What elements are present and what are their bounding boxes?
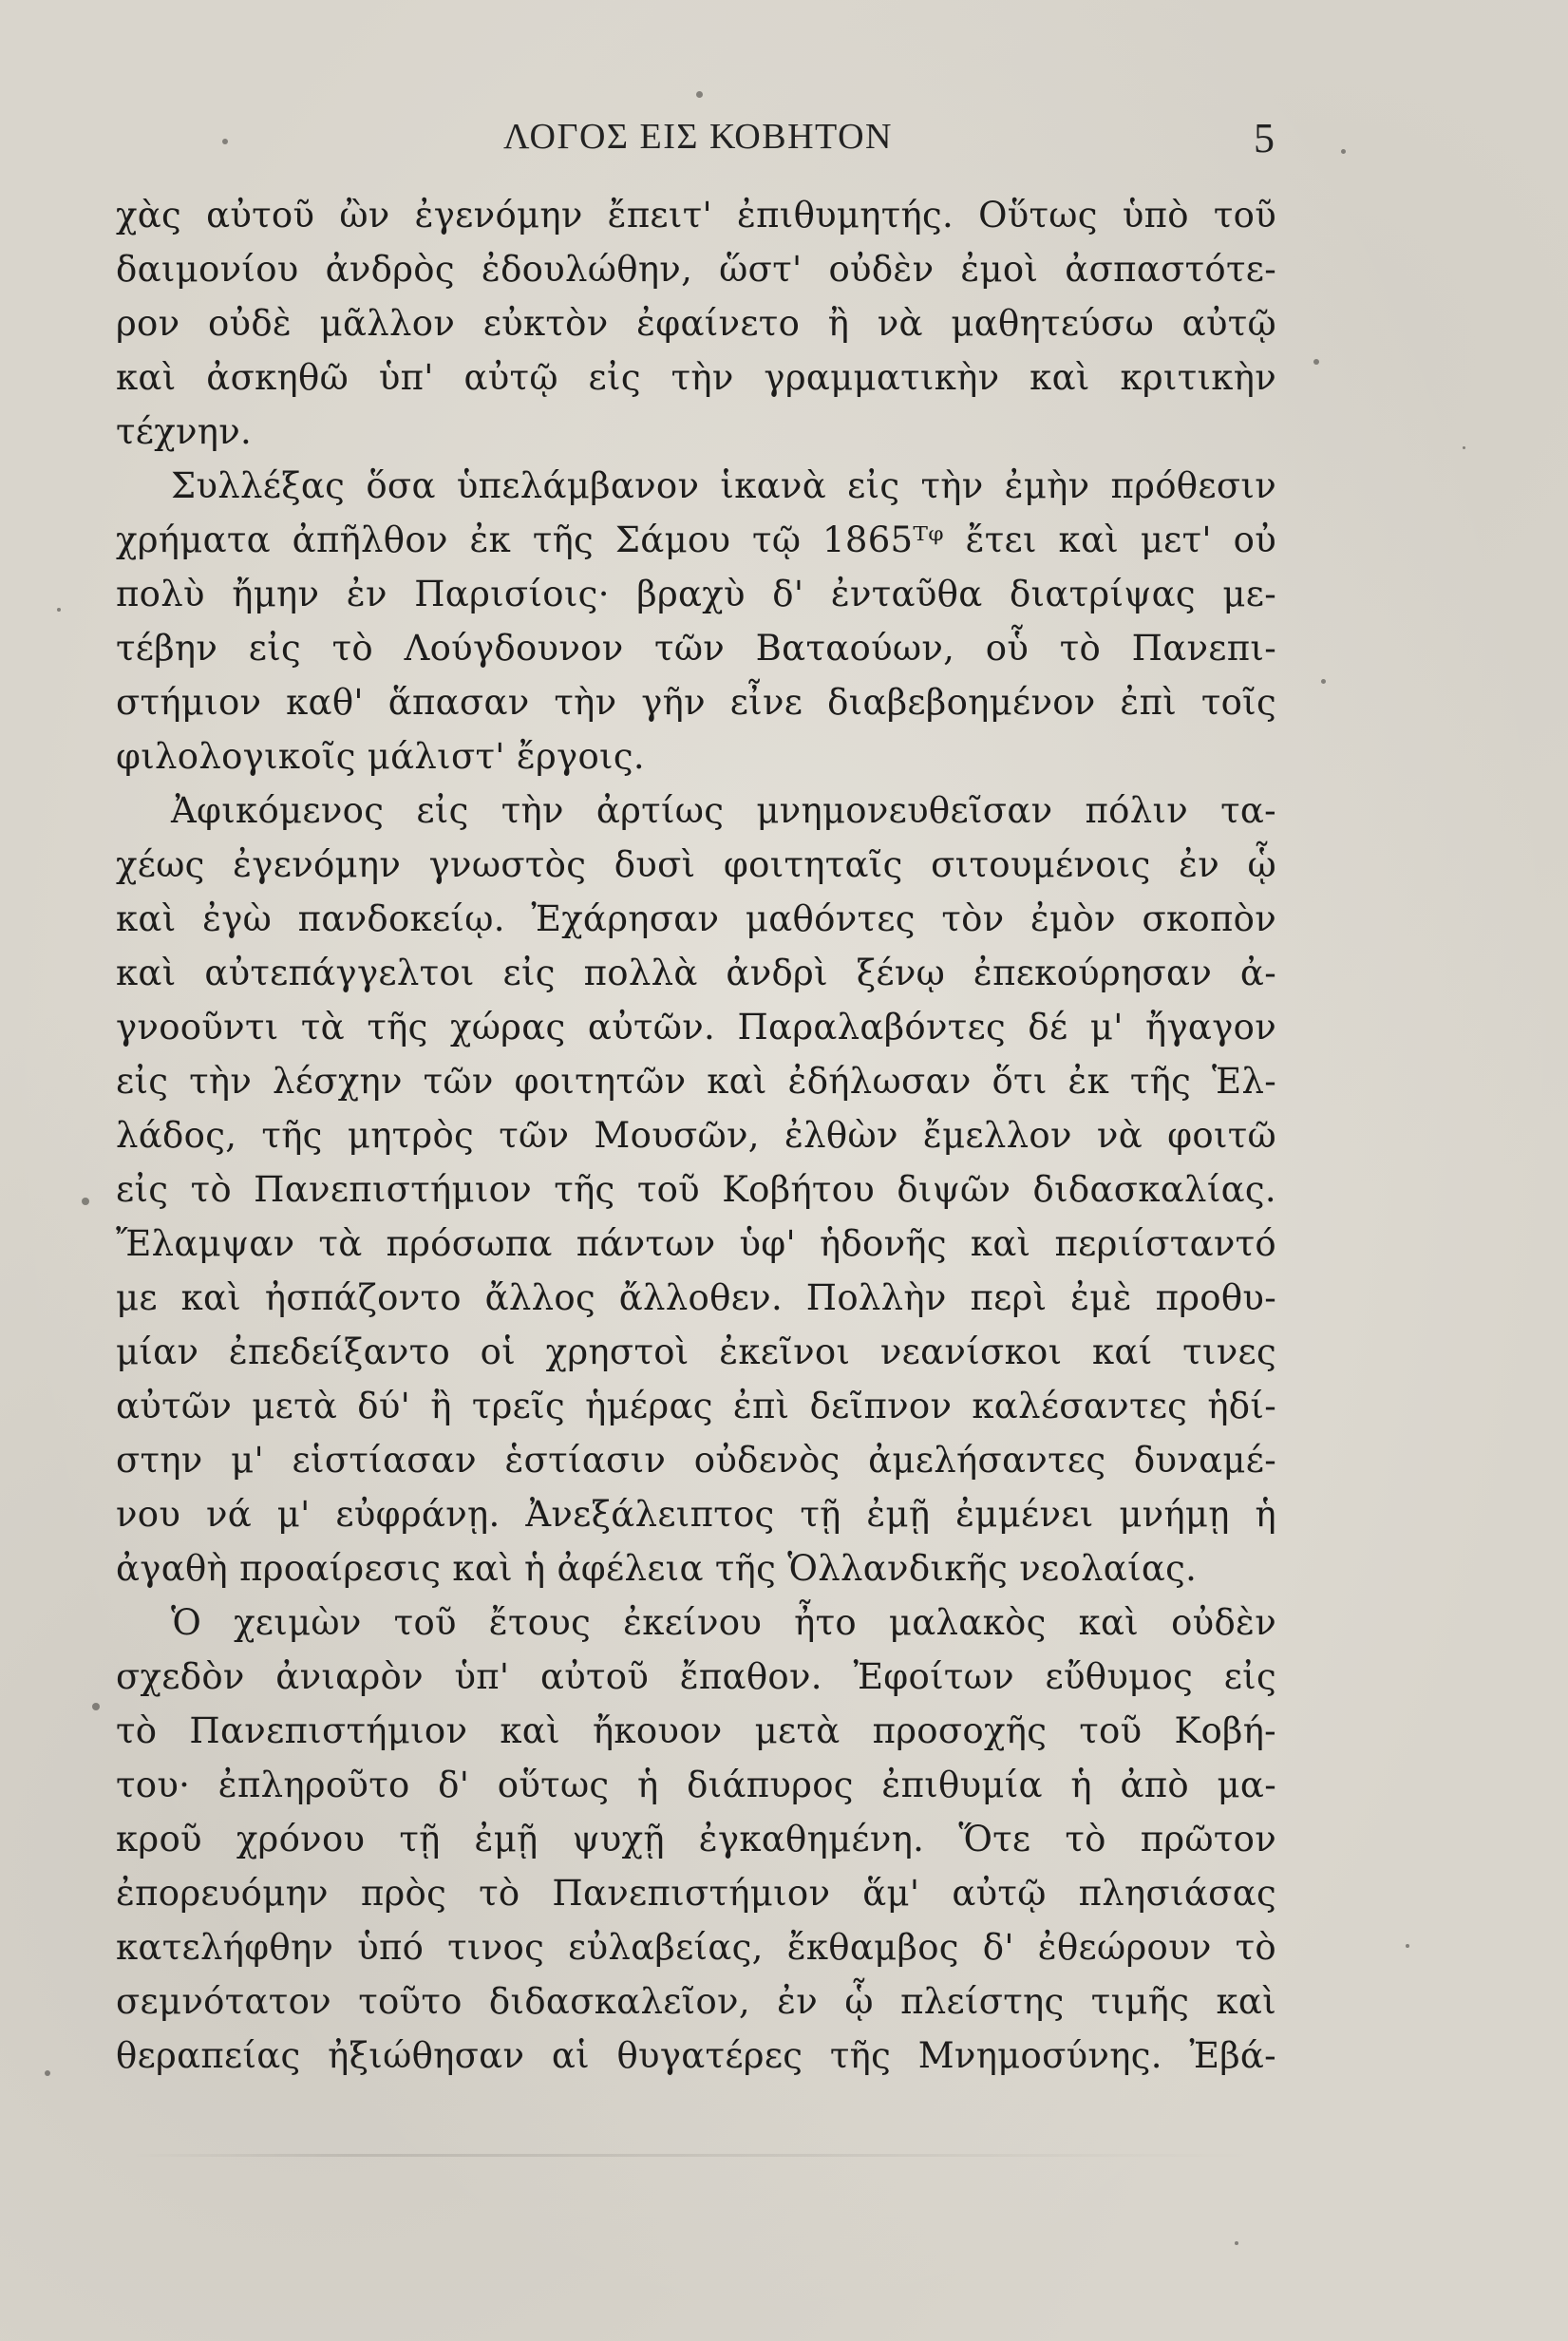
running-head xyxy=(114,116,1282,163)
text-line: στην μ' εἱστίασαν ἑστίασιν οὐδενὸς ἀμελήσαντες δυναμέ- xyxy=(116,1440,1276,1481)
text-line: κατελήφθην ὑπό τινος εὐλαβείας, ἔκθαμβος δ' ἐθεώρουν τὸ xyxy=(116,1927,1276,1968)
text-line: κροῦ χρόνου τῇ ἐμῇ ψυχῇ ἐγκαθημένη. Ὅτε τὸ πρῶτον xyxy=(116,1819,1276,1860)
paper-speck xyxy=(1235,2241,1238,2245)
body-text xyxy=(116,188,1276,2083)
text-line: καὶ αὐτεπάγγελτοι εἰς πολλὰ ἀνδρὶ ξένῳ ἐπεκούρησαν ἀ- xyxy=(116,953,1276,993)
text-line: εἰς τὴν λέσχην τῶν φοιτητῶν καὶ ἐδήλωσαν ὅτι ἐκ τῆς Ἑλ- xyxy=(116,1061,1276,1102)
text-line: ρον οὐδὲ μᾶλλον εὐκτὸν ἐφαίνετο ἢ νὰ μαθητεύσω αὐτῷ xyxy=(116,303,1276,344)
text-line: χρήματα ἀπῆλθον ἐκ τῆς Σάμου τῷ 1865ᵀᵠ ἔτει καὶ μετ' οὐ xyxy=(116,519,1276,560)
text-line: λάδος, τῆς μητρὸς τῶν Μουσῶν, ἐλθὼν ἔμελλον νὰ φοιτῶ xyxy=(116,1115,1276,1156)
text-line: γνοοῦντι τὰ τῆς χώρας αὐτῶν. Παραλαβόντες δέ μ' ἤγαγον xyxy=(116,1007,1276,1048)
text-line: μίαν ἐπεδείξαντο οἱ χρηστοὶ ἐκεῖνοι νεανίσκοι καί τινες xyxy=(116,1331,1276,1372)
text-line: χὰς αὐτοῦ ὢν ἐγενόμην ἔπειτ' ἐπιθυμητής. Οὕτως ὑπὸ τοῦ xyxy=(116,195,1276,236)
running-title: ΛΟΓΟΣ ΕΙΣ ΚΟΒΗΤΟΝ xyxy=(503,117,893,157)
text-line: δαιμονίου ἀνδρὸς ἐδουλώθην, ὥστ' οὐδὲν ἐμοὶ ἀσπαστότε- xyxy=(116,249,1276,290)
paper-speck xyxy=(1321,679,1326,684)
text-line: σχεδὸν ἀνιαρὸν ὑπ' αὐτοῦ ἔπαθον. Ἐφοίτων εὔθυμος εἰς xyxy=(116,1656,1276,1697)
paper-speck xyxy=(57,608,61,612)
paper-speck xyxy=(1341,149,1346,154)
text-line: τέχνην. xyxy=(116,411,253,452)
text-line: στήμιον καθ' ἅπασαν τὴν γῆν εἶνε διαβεβοημένον ἐπὶ τοῖς xyxy=(116,682,1276,723)
paper-speck xyxy=(1463,446,1465,449)
text-line: ἐπορευόμην πρὸς τὸ Πανεπιστήμιον ἅμ' αὐτῷ πλησιάσας xyxy=(116,1873,1276,1914)
paper-speck xyxy=(82,1198,89,1205)
text-line: Ὁ χειμὼν τοῦ ἔτους ἐκείνου ἦτο μαλακὸς καὶ οὐδὲν xyxy=(171,1602,1276,1643)
text-line: με καὶ ἠσπάζοντο ἄλλος ἄλλοθεν. Πολλὴν περὶ ἐμὲ προθυ- xyxy=(116,1277,1276,1318)
text-line: τὸ Πανεπιστήμιον καὶ ἤκουον μετὰ προσοχῆς τοῦ Κοβή- xyxy=(116,1710,1276,1751)
paper-speck xyxy=(696,91,703,98)
text-line: του· ἐπληροῦτο δ' οὕτως ἡ διάπυρος ἐπιθυμία ἡ ἀπὸ μα- xyxy=(116,1765,1276,1805)
text-line: Συλλέξας ὅσα ὑπελάμβανον ἱκανὰ εἰς τὴν ἐμὴν πρόθεσιν xyxy=(171,465,1276,506)
text-line: καὶ ἀσκηθῶ ὑπ' αὐτῷ εἰς τὴν γραμματικὴν καὶ κριτικὴν xyxy=(116,357,1276,398)
text-line: Ἔλαμψαν τὰ πρόσωπα πάντων ὑφ' ἡδονῆς καὶ περιίσταντό xyxy=(116,1223,1276,1264)
text-line: πολὺ ἤμην ἐν Παρισίοις· βραχὺ δ' ἐνταῦθα διατρίψας με- xyxy=(116,574,1276,614)
text-line: καὶ ἐγὼ πανδοκείῳ. Ἐχάρησαν μαθόντες τὸν ἐμὸν σκοπὸν xyxy=(116,898,1276,939)
paper-speck xyxy=(45,2070,50,2076)
paper-speck xyxy=(1313,359,1319,365)
text-line: τέβην εἰς τὸ Λούγδουνον τῶν Βαταούων, οὗ τὸ Πανεπι- xyxy=(116,628,1276,669)
text-line: εἰς τὸ Πανεπιστήμιον τῆς τοῦ Κοβήτου διψῶν διδασκαλίας. xyxy=(116,1169,1276,1210)
text-line: φιλολογικοῖς μάλιστ' ἔργοις. xyxy=(116,736,645,777)
text-line: σεμνότατον τοῦτο διδασκαλεῖον, ἐν ᾧ πλείστης τιμῆς καὶ xyxy=(116,1981,1276,2022)
text-line: αὐτῶν μετὰ δύ' ἢ τρεῖς ἡμέρας ἐπὶ δεῖπνον καλέσαντες ἡδί- xyxy=(116,1386,1276,1426)
page-smudge xyxy=(133,2154,1254,2157)
paper-speck xyxy=(222,139,228,144)
page-number: 5 xyxy=(1254,115,1275,161)
text-line: Ἀφικόμενος εἰς τὴν ἀρτίως μνημονευθεῖσαν πόλιν τα- xyxy=(171,790,1276,831)
paper-speck xyxy=(92,1703,100,1710)
text-line: θεραπείας ἠξιώθησαν αἱ θυγατέρες τῆς Μνημοσύνης. Ἐβά- xyxy=(116,2035,1276,2076)
paper-speck xyxy=(1406,1944,1409,1948)
text-line: ἀγαθὴ προαίρεσις καὶ ἡ ἀφέλεια τῆς Ὁλλανδικῆς νεολαίας. xyxy=(116,1548,1198,1589)
text-line: νου νά μ' εὐφράνῃ. Ἀνεξάλειπτος τῇ ἐμῇ ἐμμένει μνήμῃ ἡ xyxy=(116,1494,1276,1535)
text-line: χέως ἐγενόμην γνωστὸς δυσὶ φοιτηταῖς σιτουμένοις ἐν ᾧ xyxy=(116,844,1276,885)
